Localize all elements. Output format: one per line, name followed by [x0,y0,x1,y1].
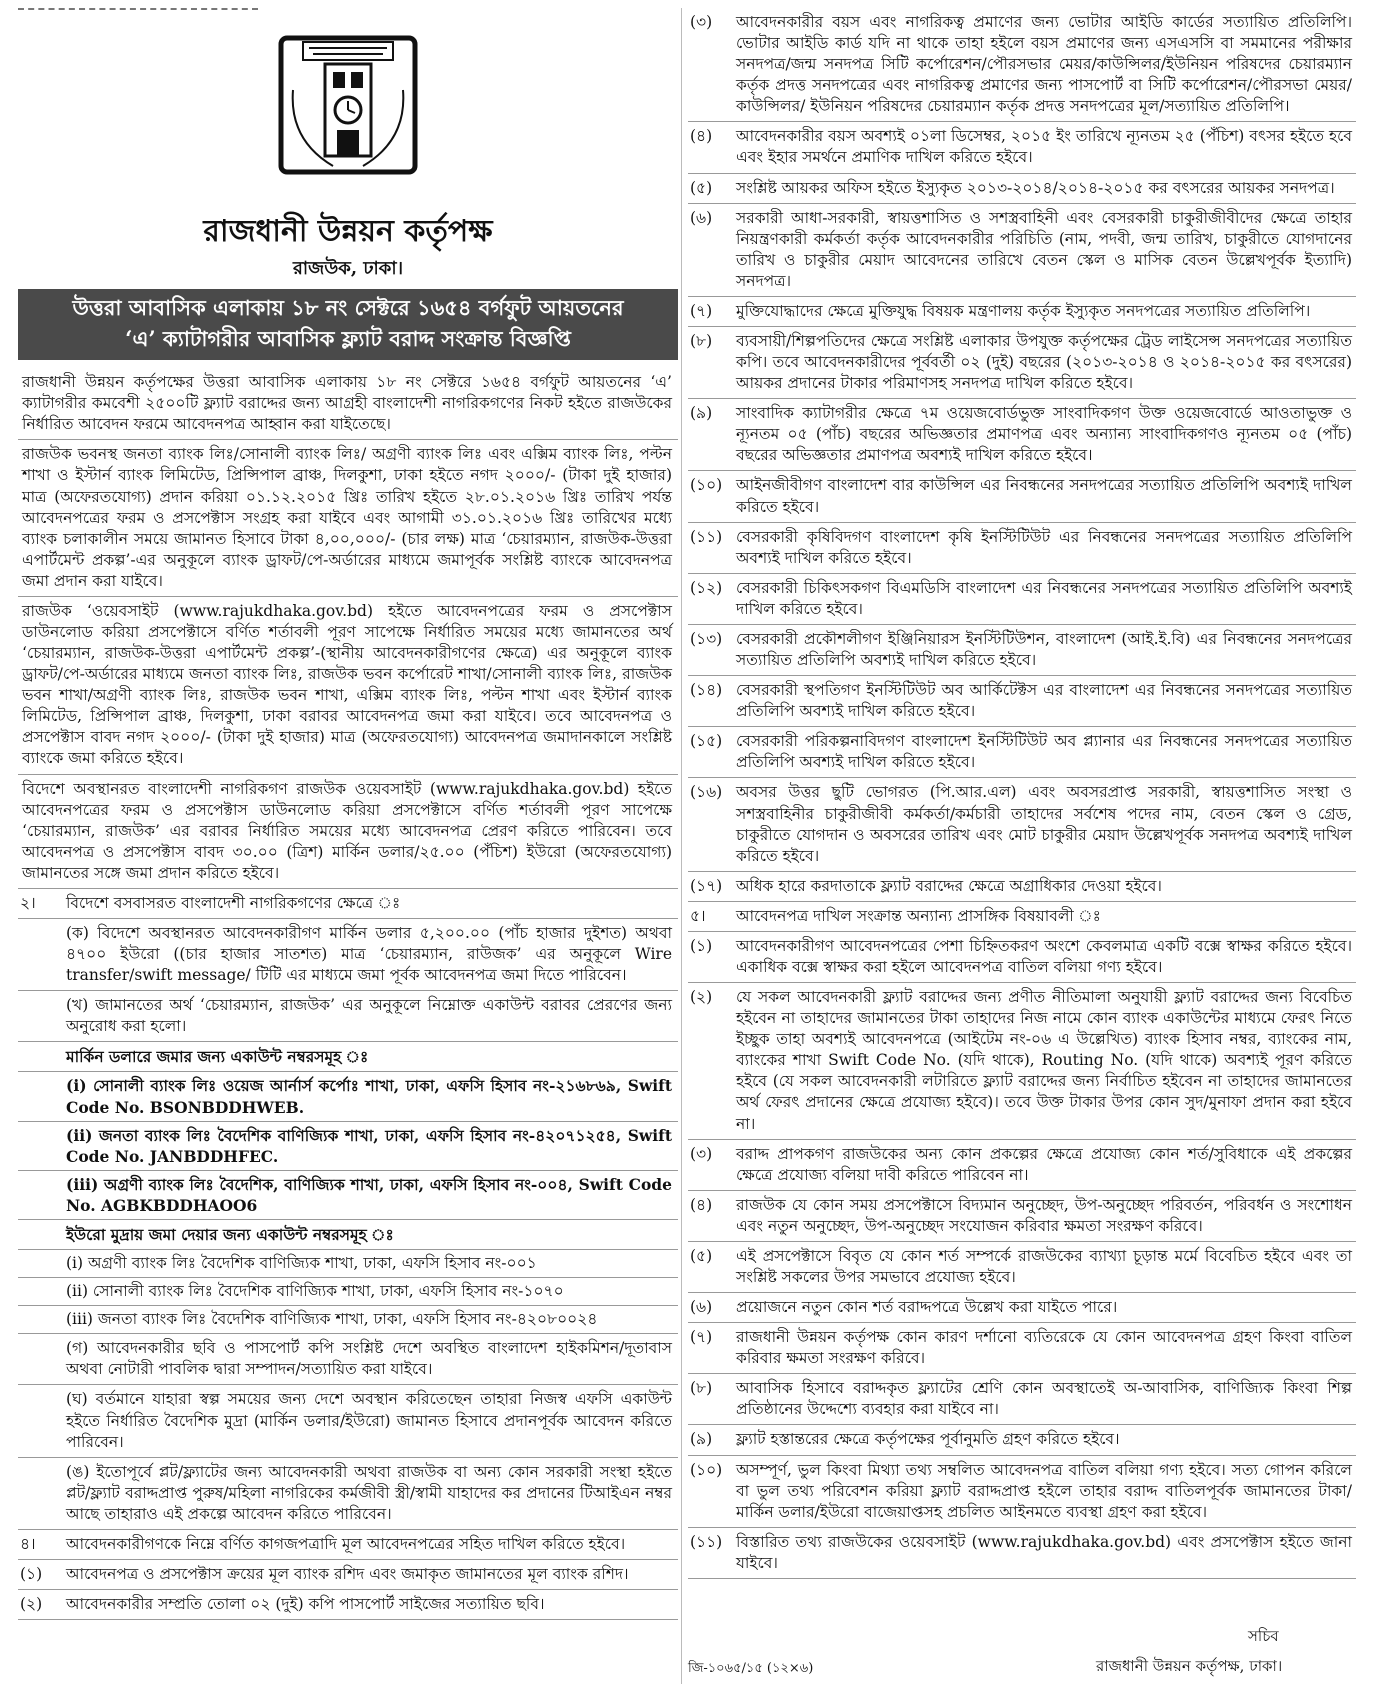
local-bank-paragraph: রাজউক ভবনস্থ জনতা ব্যাংক লিঃ/সোনালী ব্যাংক লিঃ/ অগ্রণী ব্যাংক লিঃ এবং এক্সিম ব্যাংক লিঃ, পল্টন শাখা ও ইস্টার্ন ব্যাংক লিমিটেড, প্রিন্সিপাল ব্রাঞ্চ, দিলকুশা, ঢাকা হইতে নগদ ২০০০/- (টাকা দুই হাজার) মাত্র (অফেরতযোগ্য) প্রদান করিয়া ০১.১২.২০১৫ খ্রিঃ তারিখ হইতে ২৮.০১.২০১৬ খ্রিঃ তারিখ পর্যন্ত আবেদনপত্রের ফরম ও প্রসপেক্টাস সংগ্রহ করা যাইবে এবং আগামী ৩১.০১.২০১৬ খ্রিঃ তারিখের মধ্যে ব্যাংক চলাকালীন সময়ে জামানত হিসাবে টাকা ৪,০০,০০০/- (চার লক্ষ) মাত্র ‘চেয়ারম্যান, রাজউক-উত্তরা এপার্টমেন্ট প্রকল্প’-এর অনুকূলে ব্যাংক ড্রাফট/পে-অর্ডারের মাধ্যমে জমাপূর্বক সংশ্লিষ্ট ব্যাংকে আবেদনপত্র জমা প্রদান করা যাইবে। [18,440,678,597]
item-number: (২) [20,1595,43,1614]
list-item [688,872,1356,902]
intro-paragraph: রাজধানী উন্নয়ন কর্তৃপক্ষের উত্তরা আবাসিক এলাকায় ১৮ নং সেক্টরে ১৬৫৪ বর্গফুট আয়তনের ‘এ’ ক্যাটাগরীর কমবেশী ২৫০০টি ফ্ল্যাট বরাদ্দের জন্য আগ্রহী বাংলাদেশী নাগরিকগণের নিকট হইতে রাজউকের নির্ধারিত আবেদন ফরমে আবেদনপত্র আহ্বান করা যাইতেছে। [18,368,678,440]
item-text: বরাদ্দ প্রাপকগণ রাজউকের অন্য কোন প্রকল্পের ক্ষেত্রে প্রযোজ্য কোন শর্ত/সুবিধাকে এই প্রকল্পের ক্ষেত্রে প্রযোজ্য বলিয়া দাবী করিতে পারিবেন না। [736,1144,1352,1184]
section-number: ৪। [20,1534,36,1553]
item-number: (৫) [690,178,713,197]
item-number: (৭) [690,1328,713,1347]
section-number: ২। [20,893,36,912]
list-item [688,1456,1356,1528]
item-text: আবেদনকারীর বয়স এবং নাগরিকত্ব প্রমাণের জন্য ভোটার আইডি কার্ডের সত্যায়িত প্রতিলিপি। ভোটার আইডি কার্ড যদি না থাকে তাহা হইলে বয়স প্রমাণের জন্য এসএসসি বা সমমানের পরীক্ষার সনদপত্র/জন্ম সনদপত্র সিটি কর্পোরেশন/পৌরসভার মেয়র/কাউন্সিলর/ইউনিয়ন পরিষদের চেয়ারম্যান কর্তৃক প্রদত্ত সনদপত্রের এবং নাগরিকত্ব প্রমাণের জন্য পাসপোর্ট বা সিটি কর্পোরেশন/পৌরসভা মেয়র/কাউন্সিলর/ ইউনিয়ন পরিষদের চেয়ারম্যান কর্তৃক প্রদত্ত সনদপত্রের মূল/সত্যায়িত প্রতিলিপি। [736,13,1352,116]
eur-accounts-heading: ইউরো মুদ্রায় জমা দেয়ার জন্য একাউন্ট নম্বরসমূহ ঃ [18,1220,678,1250]
list-item [688,574,1356,625]
item-number: (৯) [690,404,713,423]
publication-code: জি-১০৬৫/১৫ (১২×৬) [688,1661,814,1676]
document-requirements-list [688,8,1356,902]
list-item [688,327,1356,399]
item-text: আবেদনকারীর সম্প্রতি তোলা ০২ (দুই) কপি পাসপোর্ট সাইজের সত্যায়িত ছবি। [66,1595,545,1614]
item-number: (২) [690,988,713,1007]
item-text: আইনজীবীগণ বাংলাদেশ বার কাউন্সিল এর নিবন্ধনের সনদপত্রের সত্যায়িত প্রতিলিপি অবশ্যই দাখিল করিতে হইবে। [736,476,1352,516]
list-item [688,399,1356,471]
list-item [688,523,1356,574]
item-text: বেসরকারী স্থপতিগণ ইনস্টিটিউট অব আর্কিটেক্টস এর বাংলাদেশ এর নিবন্ধনের সনদপত্রের সত্যায়িত প্রতিলিপি অবশ্যই দাখিল করিতে হইবে। [736,681,1352,721]
item-text: মুক্তিযোদ্ধাদের ক্ষেত্রে মুক্তিযুদ্ধ বিষয়ক মন্ত্রণালয় কর্তৃক ইস্যুকৃত সনদপত্রের সত্যায়িত প্রতিলিপি। [736,301,1311,320]
banner-line-1: উত্তরা আবাসিক এলাকায় ১৮ নং সেক্টরে ১৬৫৪ বর্গফুট আয়তনের [72,295,624,321]
item-text: অসম্পূর্ণ, ভুল কিংবা মিথ্যা তথ্য সম্বলিত আবেদনপত্র বাতিল বলিয়া গণ্য হইবে। সত্য গোপন করিলে বা ভুল তথ্য পরিবেশন করিয়া ফ্ল্যাট বরাদ্দপ্রাপ্ত হইলে তাহার বরাদ্দ বাতিলপূর্বক জামানতের টাকা/মার্কিন ডলার/ইউরো বাজেয়াপ্তসহ প্রচলিত আইনমতে ব্যবস্থা গ্রহণ করা হইবে। [736,1460,1352,1521]
list-item [688,1374,1356,1425]
item-number: (১৫) [690,732,723,751]
usd-account-3: (iii) অগ্রণী ব্যাংক লিঃ বৈদেশিক, বাণিজ্যিক শাখা, ঢাকা, এফসি হিসাব নং-০০৪, Swift Code No. AGBKBDDHAOO6 [18,1171,678,1220]
list-item [688,471,1356,522]
list-item [688,983,1356,1140]
website-paragraph: রাজউক ‘ওয়েবসাইট (www.rajukdhaka.gov.bd) হইতে আবেদনপত্রের ফরম ও প্রসপেক্টাস ডাউনলোড করিয়া প্রসপেক্টাসে বর্ণিত শর্তাবলী পূরণ সাপেক্ষে নির্ধারিত সময়ের মধ্যে জামানতের অর্থ ‘চেয়ারম্যান, রাজউক-উত্তরা এপার্টমেন্ট প্রকল্প’-(স্থানীয় আবেদনকারীগণের ক্ষেত্রে) এর অনুকূলে ব্যাংক ড্রাফট/পে-অর্ডারের মাধ্যমে জনতা ব্যাংক লিঃ, রাজউক ভবন কর্পোরেট শাখা/সোনালী ব্যাংক লিঃ, রাজউক ভবন শাখা/অগ্রণী ব্যাংক লিঃ, রাজউক ভবন শাখা, এক্সিম ব্যাংক লিঃ, পল্টন শাখা এবং ইস্টার্ন ব্যাংক লিমিটেড, প্রিন্সিপাল ব্রাঞ্চ, দিলকুশা, ঢাকা বরাবর আবেদনপত্র জমা করা যাইবে। তবে আবেদনপত্র ও প্রসপেক্টাস বাবদ নগদ ২০০০/- (টাকা দুই হাজার) মাত্র (অফেরতযোগ্য) আবেদনপত্র জমাদানকালে সংশ্লিষ্ট ব্যাংকে জমা করিতে হইবে। [18,597,678,775]
list-item [688,1528,1356,1579]
banner-line-2: ‘এ’ ক্যাটাগরীর আবাসিক ফ্ল্যাট বরাদ্দ সংক্রান্ত বিজ্ঞপ্তি [125,325,571,351]
item-number: (১৬) [690,783,723,802]
item-number: (১১) [690,527,723,546]
item-number: (১২) [690,578,723,597]
section-4-item-1 [18,1560,678,1590]
item-number: (৫) [690,1246,713,1265]
list-item [688,174,1356,204]
item-number: (১১) [690,1532,723,1551]
item-number: (৩) [690,1144,713,1163]
list-item [688,1323,1356,1374]
item-text: বিস্তারিত তথ্য রাজউকের ওয়েবসাইট (www.rajukdhaka.gov.bd) এবং প্রসপেক্টাস হইতে জানা যাইবে। [736,1532,1352,1572]
item-number: (১০) [690,476,723,495]
item-text: আবেদনপত্র ও প্রসপেক্টাস ক্রয়ের মূল ব্যাংক রশিদ এবং জমাকৃত জামানতের মূল ব্যাংক রশিদ। [66,1564,629,1583]
usd-account-2: (ii) জনতা ব্যাংক লিঃ বৈদেশিক বাণিজ্যিক শাখা, ঢাকা, এফসি হিসাব নং-৪২০৭১২৫৪, Swift Code No. JANBDDHFEC. [18,1122,678,1171]
item-number: (১) [690,936,713,955]
clause-ga: (গ) আবেদনকারীর ছবি ও পাসপোর্ট কপি সংশ্লিষ্ট দেশে অবস্থিত বাংলাদেশ হাইকমিশন/দূতাবাস অথবা নোটারী পাবলিক দ্বারা সম্পাদন/সত্যায়িত করা যাইবে। [18,1334,678,1385]
right-column [688,8,1356,1579]
list-item [688,1293,1356,1323]
item-text: সংশ্লিষ্ট আয়কর অফিস হইতে ইস্যুকৃত ২০১৩-২০১৪/২০১৪-২০১৫ কর বৎসরের আয়কর সনদপত্র। [736,178,1335,197]
item-text: অধিক হারে করদাতাকে ফ্ল্যাট বরাদ্দের ক্ষেত্রে অগ্রাধিকার দেওয়া হইবে। [736,876,1162,895]
item-number: (৬) [690,208,713,227]
item-text: বেসরকারী পরিকল্পনাবিদগণ বাংলাদেশ ইনস্টিটিউট অব প্ল্যানার এর নিবন্ধনের সনদপত্রের সত্যায়িত প্রতিলিপি অবশ্যই দাখিল করিতে হইবে। [736,732,1352,772]
item-number: (৮) [690,1379,713,1398]
list-item [688,676,1356,727]
item-number: (১৪) [690,681,723,700]
left-column [18,8,678,1620]
clause-uo: (ঙ) ইতোপূর্বে প্লট/ফ্ল্যাটের জন্য আবেদনকারী অথবা রাজউক বা অন্য কোন সরকারী সংস্থা হইতে প্লট/ফ্ল্যাট বরাদ্দপ্রাপ্ত পুরুষ/মহিলা নাগরিকের কর্মজীবী স্ত্রী/স্বামী যাহাদের কর প্রদানের টিআইএন নম্বর আছে তাহারাও এই প্রকল্পে আবেদন করিতে পারিবেন। [18,1458,678,1530]
item-number: (৪) [690,127,713,146]
item-number: (৯) [690,1430,713,1449]
item-text: ফ্ল্যাট হস্তান্তরের ক্ষেত্রে কর্তৃপক্ষের পূর্বানুমতি গ্রহণ করিতে হইবে। [736,1430,1120,1449]
item-text: সাংবাদিক ক্যাটাগরীর ক্ষেত্রে ৭ম ওয়েজবোর্ডভুক্ত সাংবাদিকগণ উক্ত ওয়েজবোর্ডে আওতাভুক্ত ও ন্যূনতম ০৫ (পাঁচ) বছরের অভিজ্ঞতার প্রমাণপত্র এবং অন্যান্য সাংবাদিকগণও ন্যূনতম ০৫ (পাঁচ) বছরের অভিজ্ঞতার প্রমাণপত্র অবশ্যই দাখিল করিতে হইবে। [736,404,1352,465]
item-number: (৪) [690,1195,713,1214]
clause-gha: (ঘ) বর্তমানে যাহারা স্বল্প সময়ের জন্য দেশে অবস্থান করিতেছেন তাহারা নিজস্ব এফসি একাউন্ট হইতে নির্ধারিত বৈদেশিক মুদ্রা (মার্কিন ডলার/ইউরো) জামানত হিসাবে প্রদানপূর্বক আবেদন করিতে পারিবেন। [18,1385,678,1457]
clause-kha: (খ) জামানতের অর্থ ‘চেয়ারম্যান, রাজউক’ এর অনুকূলে নিম্নোক্ত একাউন্ট বরাবর প্রেরণের জন্য অনুরোধ করা হলো। [18,991,678,1042]
list-item [688,1140,1356,1191]
other-conditions-list [688,932,1356,1579]
list-item [688,122,1356,173]
list-item [688,8,1356,122]
eur-account-1: (i) অগ্রণী ব্যাংক লিঃ বৈদেশিক বাণিজ্যিক শাখা, ঢাকা, এফসি হিসাব নং-০০১ [18,1250,678,1278]
signatory-title: সচিব [1248,1627,1279,1645]
list-item [688,727,1356,778]
section-text: বিদেশে বসবাসরত বাংলাদেশী নাগরিকগণের ক্ষেত্রে ঃ [66,893,401,912]
item-number: (১৭) [690,876,723,895]
list-item [688,1242,1356,1293]
item-number: (৬) [690,1298,713,1317]
item-number: (৮) [690,332,713,351]
item-number: (১) [20,1564,43,1583]
item-text: আবেদনকারীর বয়স অবশ্যই ০১লা ডিসেম্বর, ২০১৫ ইং তারিখে ন্যূনতম ২৫ (পঁচিশ) বৎসর হইতে হবে এবং ইহার সমর্থনে প্রমাণিক দাখিল করিতে হইবে। [736,127,1352,167]
item-number: (১৩) [690,629,723,648]
section-text: আবেদনকারীগণকে নিম্নে বর্ণিত কাগজপত্রাদি মূল আবেদনপত্রের সহিত দাখিল করিতে হইবে। [66,1534,626,1553]
item-text: রাজউক যে কোন সময় প্রসপেক্টাসে বিদ্যমান অনুচ্ছেদ, উপ-অনুচ্ছেদ পরিবর্তন, পরিবর্ধন ও সংশোধন এবং নতুন অনুচ্ছেদ, উপ-অনুচ্ছেদ সংযোজন করিবার ক্ষমতা সংরক্ষণ করিবে। [736,1195,1352,1235]
usd-account-1: (i) সোনালী ব্যাংক লিঃ ওয়েজ আর্নার্স কর্পোঃ শাখা, ঢাকা, এফসি হিসাব নং-২১৬৮৬৯, Swift Code No. BSONBDDHWEB. [18,1072,678,1121]
org-subtitle: রাজউক, ঢাকা। [292,257,404,279]
clause-ka: (ক) বিদেশে অবস্থানরত আবেদনকারীগণ মার্কিন ডলার ৫,২০০.০০ (পাঁচ হাজার দুইশত) অথবা ৪৭০০ ইউরো ((চার হাজার সাতশত) মাত্র ‘চেয়ারম্যান, রাউজক’ এর অনুকূলে Wire transfer/swift message/ টিটি এর মাধ্যমে জমা পূর্বক আবেদনপত্র জমা দিতে পারিবেন। [18,919,678,991]
item-number: (৩) [690,13,713,31]
list-item [688,625,1356,676]
signatory-org: রাজধানী উন্নয়ন কর্তৃপক্ষ, ঢাকা। [1096,1657,1283,1675]
list-item [688,1191,1356,1242]
item-text: সরকারী আধা-সরকারী, স্বায়ত্তশাসিত ও সশস্ত্রবাহিনী এবং বেসরকারী চাকুরীজীবীদের ক্ষেত্রে তাহার নিয়ন্ত্রণকারী কর্মকর্তা কর্তৃক আবেদনকারীর পরিচিতি (নাম, পদবী, জন্ম তারিখ, চাকুরীতে যোগদানের তারিখ ও চাকুরীর মেয়াদ আবেদনের তারিখে বেতন স্কেল ও মাসিক বেতন উল্লেখপূর্বক ইত্যাদি) সনদপত্র। [736,208,1352,290]
item-text: যে সকল আবেদনকারী ফ্ল্যাট বরাদ্দের জন্য প্রণীত নীতিমালা অনুযায়ী ফ্ল্যাট বরাদ্দের জন্য বিবেচিত হইবেন না তাহাদের জামানতের টাকা তাহাদের নিজ নামে কোন ব্যাংক একাউন্টের মাধ্যমে ফেরৎ নিতে ইচ্ছুক তাহা অবশ্যই আবেদনপত্রে (আইটেম নং-০৬ এ উল্লেখিত) ব্যাংক হিসাব নম্বর, ব্যাংকের নাম, ব্যাংকের শাখা Swift Code No. (যদি থাকে), Routing No. (যদি থাকে) অবশ্যই পূরণ করিতে হইবে (যে সকল আবেদনকারী লটারিতে ফ্ল্যাট বরাদ্দের জন্য নির্বাচিত হইবেন না তাহাদের জামানতের অর্থ ফেরৎ প্রদানের ক্ষেত্রে প্রযোজ্য হইবে)। তবে উক্ত টাকার উপর কোন সুদ/মুনাফা প্রদান করা হইবে না। [736,988,1352,1133]
list-item [688,932,1356,983]
item-text: বেসরকারী প্রকৌশলীগণ ইঞ্জিনিয়ারস ইনস্টিটিউশন, বাংলাদেশ (আই.ই.বি) এর নিবন্ধনের সনদপত্রের সত্যায়িত প্রতিলিপি অবশ্যই দাখিল করিতে হইবে। [736,629,1352,670]
list-item [688,778,1356,871]
eur-account-2: (ii) সোনালী ব্যাংক লিঃ বৈদেশিক বাণিজ্যিক শাখা, ঢাকা, এফসি হিসাব নং-১০৭০ [18,1278,678,1306]
item-text: আবেদনকারীগণ আবেদনপত্রের পেশা চিহ্নিতকরণ অংশে কেবলমাত্র একটি বক্সে স্বাক্ষর করিতে হইবে। একাধিক বক্সে স্বাক্ষর করা হইলে আবেদনপত্র বাতিল বলিয়া গণ্য হইবে। [736,936,1352,976]
item-text: বেসরকারী কৃষিবিদগণ বাংলাদেশ কৃষি ইনস্টিটিউট এর নিবন্ধনের সনদপত্রের সত্যায়িত প্রতিলিপি অবশ্যই দাখিল করিতে হইবে। [736,527,1352,567]
item-text: আবাসিক হিসাবে বরাদ্দকৃত ফ্ল্যাটের শ্রেণি কোন অবস্থাতেই অ-আবাসিক, বাণিজ্যিক কিংবা শিল্প প্রতিষ্ঠানের উদ্দেশ্যে ব্যবহার করা যাইবে না। [736,1379,1352,1419]
item-number: (৭) [690,301,713,320]
section-text: আবেদনপত্র দাখিল সংক্রান্ত অন্যান্য প্রাসঙ্গিক বিষয়াবলী ঃ [736,906,1101,925]
column-divider [681,8,682,1684]
section-number: ৫। [690,906,706,925]
item-text: বেসরকারী চিকিৎসকগণ বিএমডিসি বাংলাদেশ এর নিবন্ধনের সনদপত্রের সত্যায়িত প্রতিলিপি অবশ্যই দাখিল করিতে হইবে। [736,578,1352,618]
section-4 [18,1530,678,1560]
rajuk-emblem-icon [273,30,423,180]
notice-title-banner [18,289,678,360]
notice-page [18,8,1368,1684]
org-name: রাজধানী উন্নয়ন কর্তৃপক্ষ [203,214,493,249]
section-4-item-2 [18,1590,678,1620]
section-2 [18,889,678,919]
item-text: ব্যবসায়ী/শিল্পপতিদের ক্ষেত্রে সংশ্লিষ্ট এলাকার উপযুক্ত কর্তৃপক্ষের ট্রেড লাইসেন্স সনদপত্রের সত্যায়িত কপি। তবে আবেদনকারীদের পূর্ববর্তী ০২ (দুই) বছরের (২০১৩-২০১৪ ও ২০১৪-২০১৫ কর বৎসরের) আয়কর প্রদানের টাকার পরিমাণসহ সনদপত্র দাখিল করিতে হইবে। [736,332,1352,393]
item-text: এই প্রসপেক্টাসে বিবৃত যে কোন শর্ত সম্পর্কে রাজউকের ব্যাখ্যা চূড়ান্ত মর্মে বিবেচিত হইবে এবং তা সংশ্লিষ্ট সকলের উপর সমভাবে প্রযোজ্য হইবে। [736,1246,1352,1286]
list-item [688,297,1356,327]
usd-accounts-heading: মার্কিন ডলারে জমার জন্য একাউন্ট নম্বরসমূহ ঃ [18,1042,678,1072]
logo [18,8,678,202]
item-text: রাজধানী উন্নয়ন কর্তৃপক্ষ কোন কারণ দর্শানো ব্যতিরেকে যে কোন আবেদনপত্র গ্রহণ কিংবা বাতিল করিবার ক্ষমতা সংরক্ষণ করিবে। [736,1328,1352,1368]
list-item [688,1425,1356,1455]
eur-account-3: (iii) জনতা ব্যাংক লিঃ বৈদেশিক বাণিজ্যিক শাখা, ঢাকা, এফসি হিসাব নং-৪২০৮০০২৪ [18,1306,678,1334]
item-text: অবসর উত্তর ছুটি ভোগরত (পি.আর.এল) এবং অবসরপ্রাপ্ত সরকারী, স্বায়ত্তশাসিত সংস্থা ও সশস্ত্রবাহিনীর চাকুরীজীবী কর্মকর্তা/কর্মচারী তাহাদের সর্বশেষ পদের নাম, বেতন স্কেল ও গ্রেড, চাকুরীতে যোগদান ও অবসরের তারিখ এবং মোট চাকুরীর মেয়াদ উল্লেখপূর্বক সনদপত্র অবশ্যই দাখিল করিতে হইবে। [736,783,1352,865]
overseas-paragraph: বিদেশে অবস্থানরত বাংলাদেশী নাগরিকগণ রাজউক ওয়েবসাইট (www.rajukdhaka.gov.bd) হইতে আবেদনপত্রের ফরম ও প্রসপেক্টাস ডাউনলোড করিয়া প্রসপেক্টাসে বর্ণিত শর্তাবলী পূরণ সাপেক্ষে ‘চেয়ারম্যান, রাজউক’ এর বরাবর নির্ধারিত সময়ের মধ্যে আবেদনপত্র প্রেরণ করিতে পারিবেন। তবে আবেদনপত্র ও প্রসপেক্টাস বাবদ ৩০.০০ (ত্রিশ) মার্কিন ডলার/২৫.০০ (পঁচিশ) ইউরো (অফেরতযোগ্য) জামানতের সঙ্গে জমা প্রদান করিতে হইবে। [18,775,678,889]
list-item [688,204,1356,297]
section-5 [688,902,1356,932]
item-text: প্রয়োজনে নতুন কোন শর্ত বরাদ্দপত্রে উল্লেখ করা যাইতে পারে। [736,1298,1118,1317]
item-number: (১০) [690,1460,723,1479]
